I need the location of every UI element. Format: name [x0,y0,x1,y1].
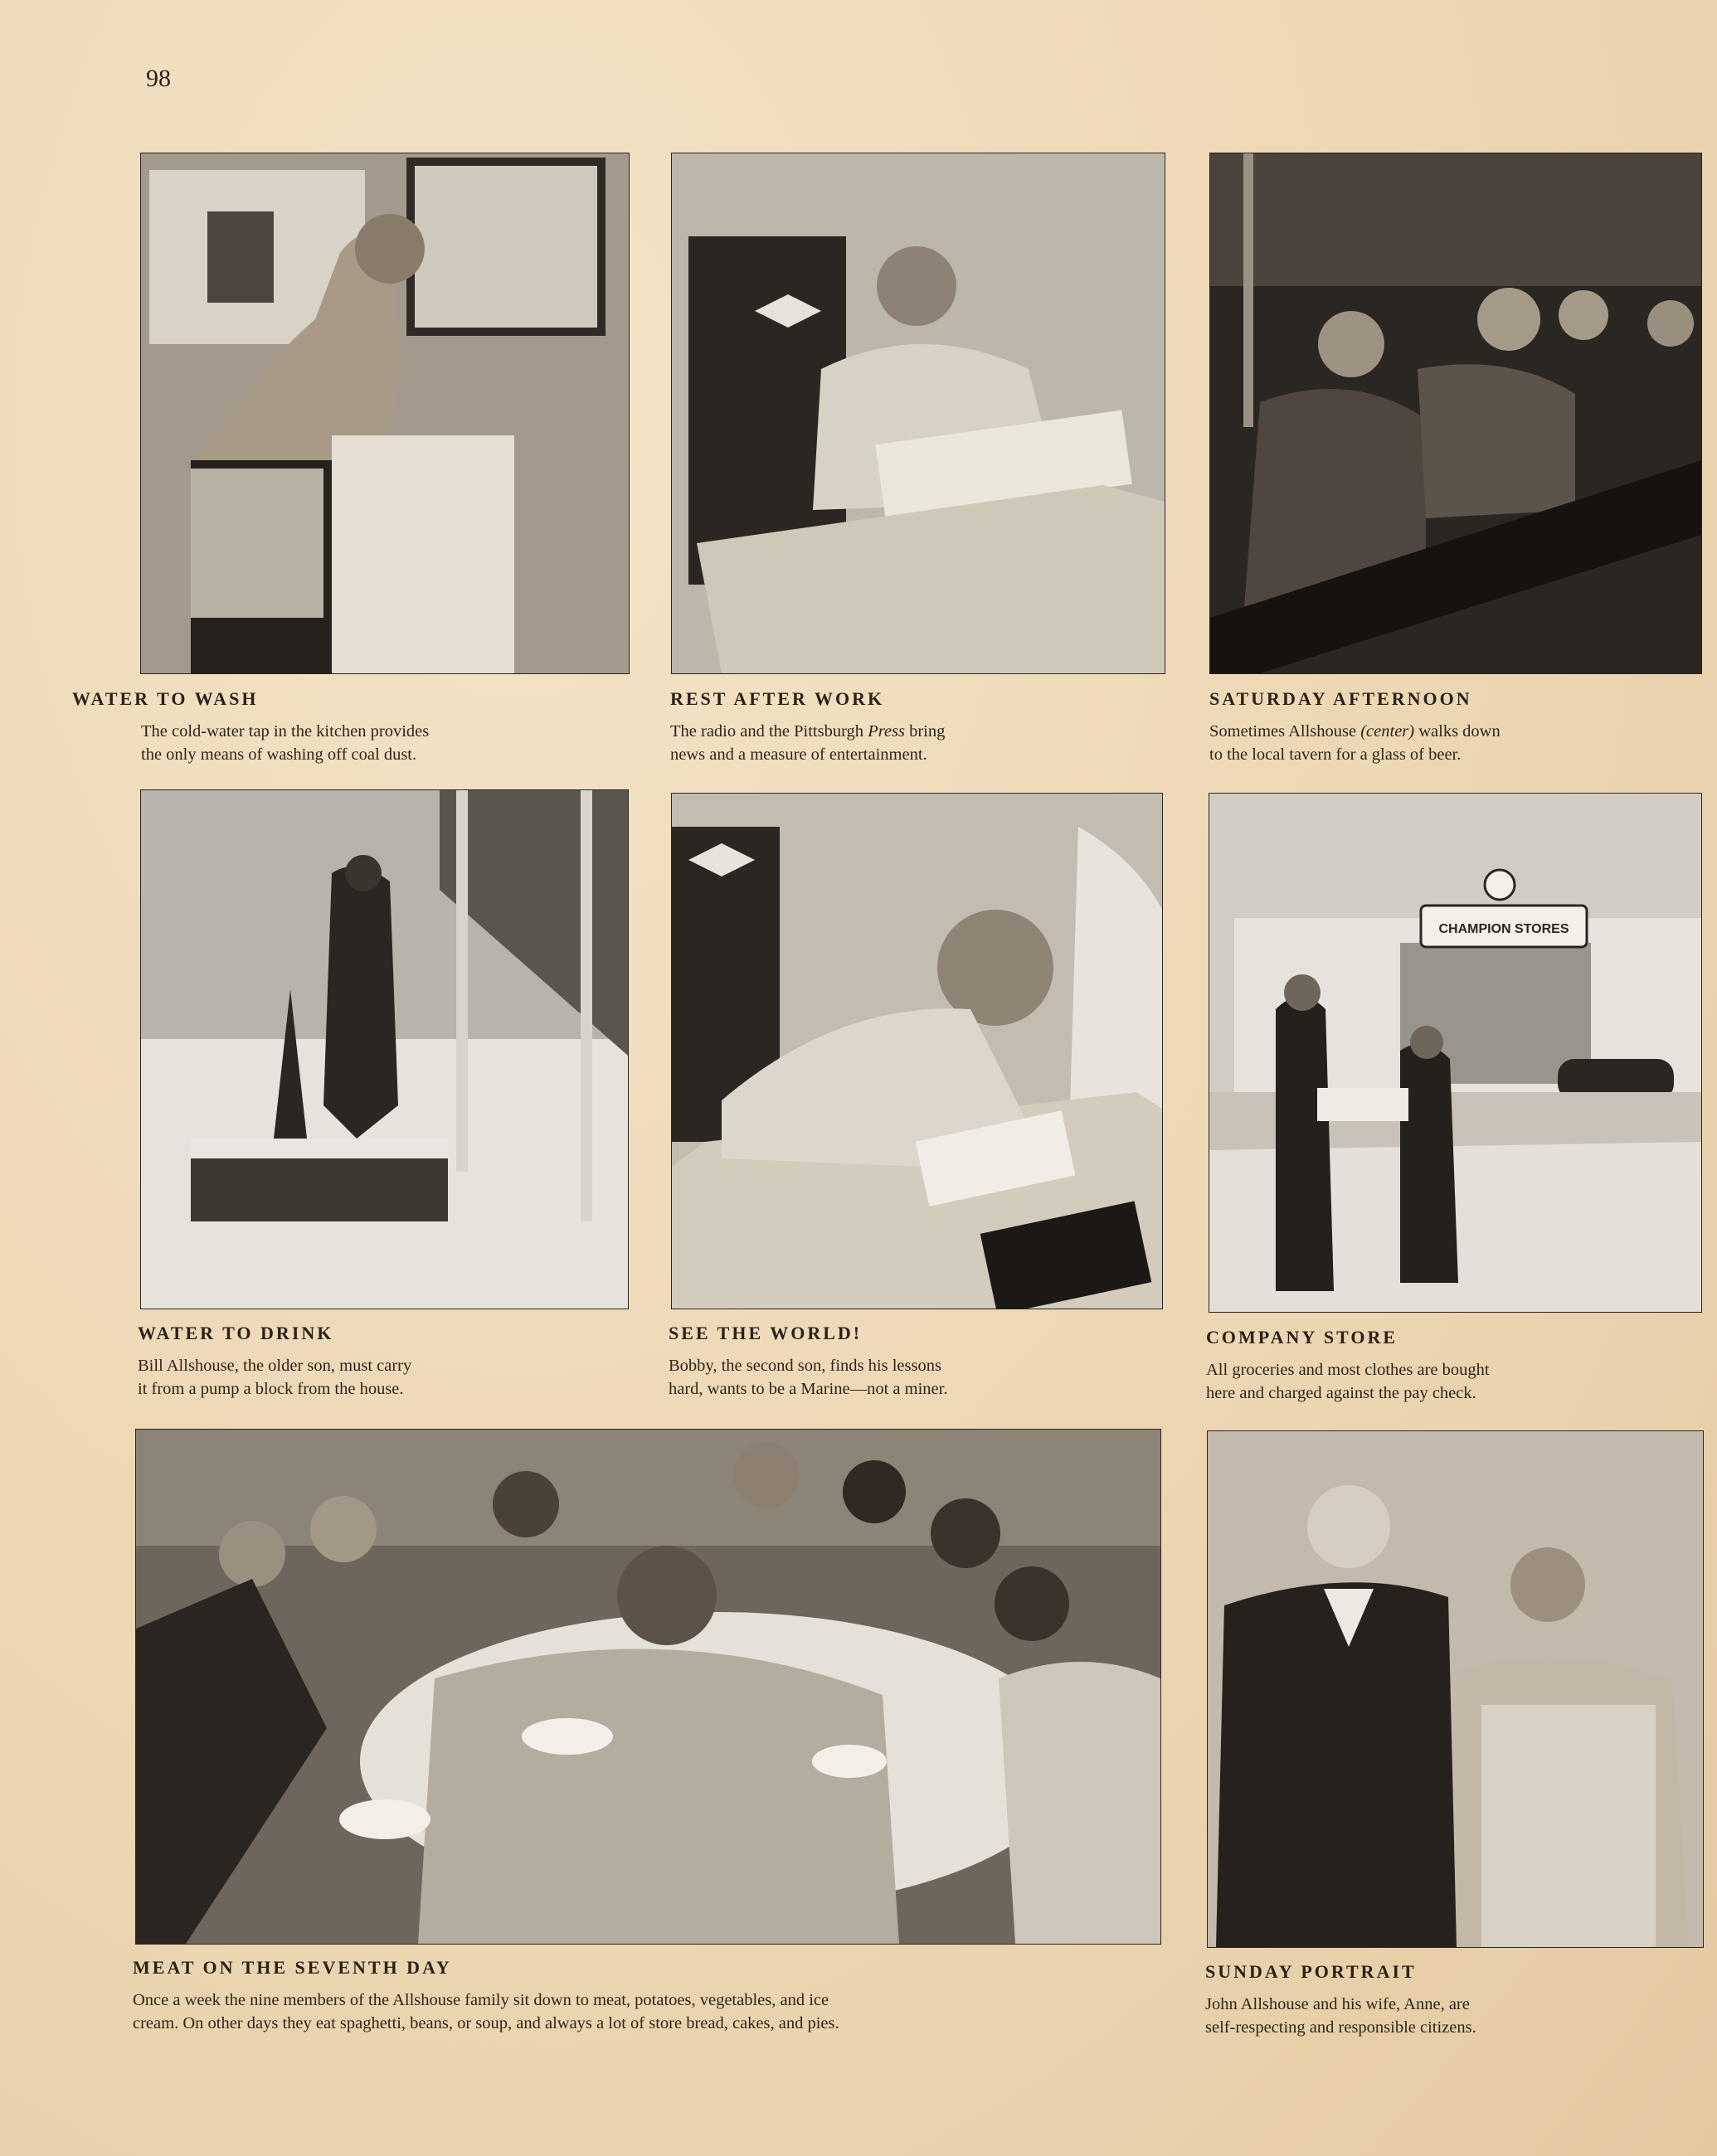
photo-water-to-drink [141,790,628,1309]
caption-company-store [1206,1327,1708,1405]
caption-water-to-drink [138,1323,635,1401]
photo-saturday-afternoon [1210,153,1701,673]
caption-body: Bobby, the second son, finds his lessons hard, wants to be a Marine—not a miner. [669,1357,948,1398]
caption-title: WATER TO DRINK [138,1323,334,1343]
photo-meat-on-the-seventh-day [136,1430,1160,1944]
caption-sunday-portrait [1205,1961,1707,2039]
caption-title: REST AFTER WORK [670,688,885,709]
store-sign-text: CHAMPION STORES [1438,922,1569,936]
caption-water-to-wash [72,688,680,766]
caption-saturday-afternoon [1209,688,1707,766]
caption-body: John Allshouse and his wife, Anne, are self-respecting and responsible citizens. [1205,1995,1476,2037]
caption-body: The radio and the Pittsburgh Press bring news and a measure of entertainment. [670,722,946,764]
caption-title: SEE THE WORLD! [669,1323,863,1343]
caption-body: Once a week the nine members of the Allshouse family sit down to meat, potatoes, vegetables, and ice cream. On other days they eat spaghetti, beans, or soup, and always a lot of store bread, cakes, and pies. [133,1991,839,2032]
photo-rest-after-work [672,153,1165,673]
caption-meat-on-the-seventh-day [133,1957,1170,2035]
page-number: 98 [146,65,171,92]
caption-body: Bill Allshouse, the older son, must carry it from a pump a block from the house. [138,1357,412,1398]
caption-see-the-world [669,1323,1166,1401]
caption-title: SUNDAY PORTRAIT [1205,1961,1417,1982]
photo-company-store [1209,794,1701,1312]
caption-title: COMPANY STORE [1206,1327,1398,1348]
caption-rest-after-work [670,688,1168,766]
photo-see-the-world [672,794,1162,1309]
photo-water-to-wash [141,153,629,673]
caption-title: SATURDAY AFTERNOON [1209,688,1472,709]
caption-title: MEAT ON THE SEVENTH DAY [133,1957,452,1978]
photo-sunday-portrait [1208,1431,1703,1947]
caption-body: Sometimes Allshouse (center) walks down to the local tavern for a glass of beer. [1209,722,1501,764]
caption-body: All groceries and most clothes are bought here and charged against the pay check. [1206,1361,1490,1402]
caption-title: WATER TO WASH [72,688,259,709]
caption-body: The cold-water tap in the kitchen provides the only means of washing off coal dust. [141,722,430,764]
